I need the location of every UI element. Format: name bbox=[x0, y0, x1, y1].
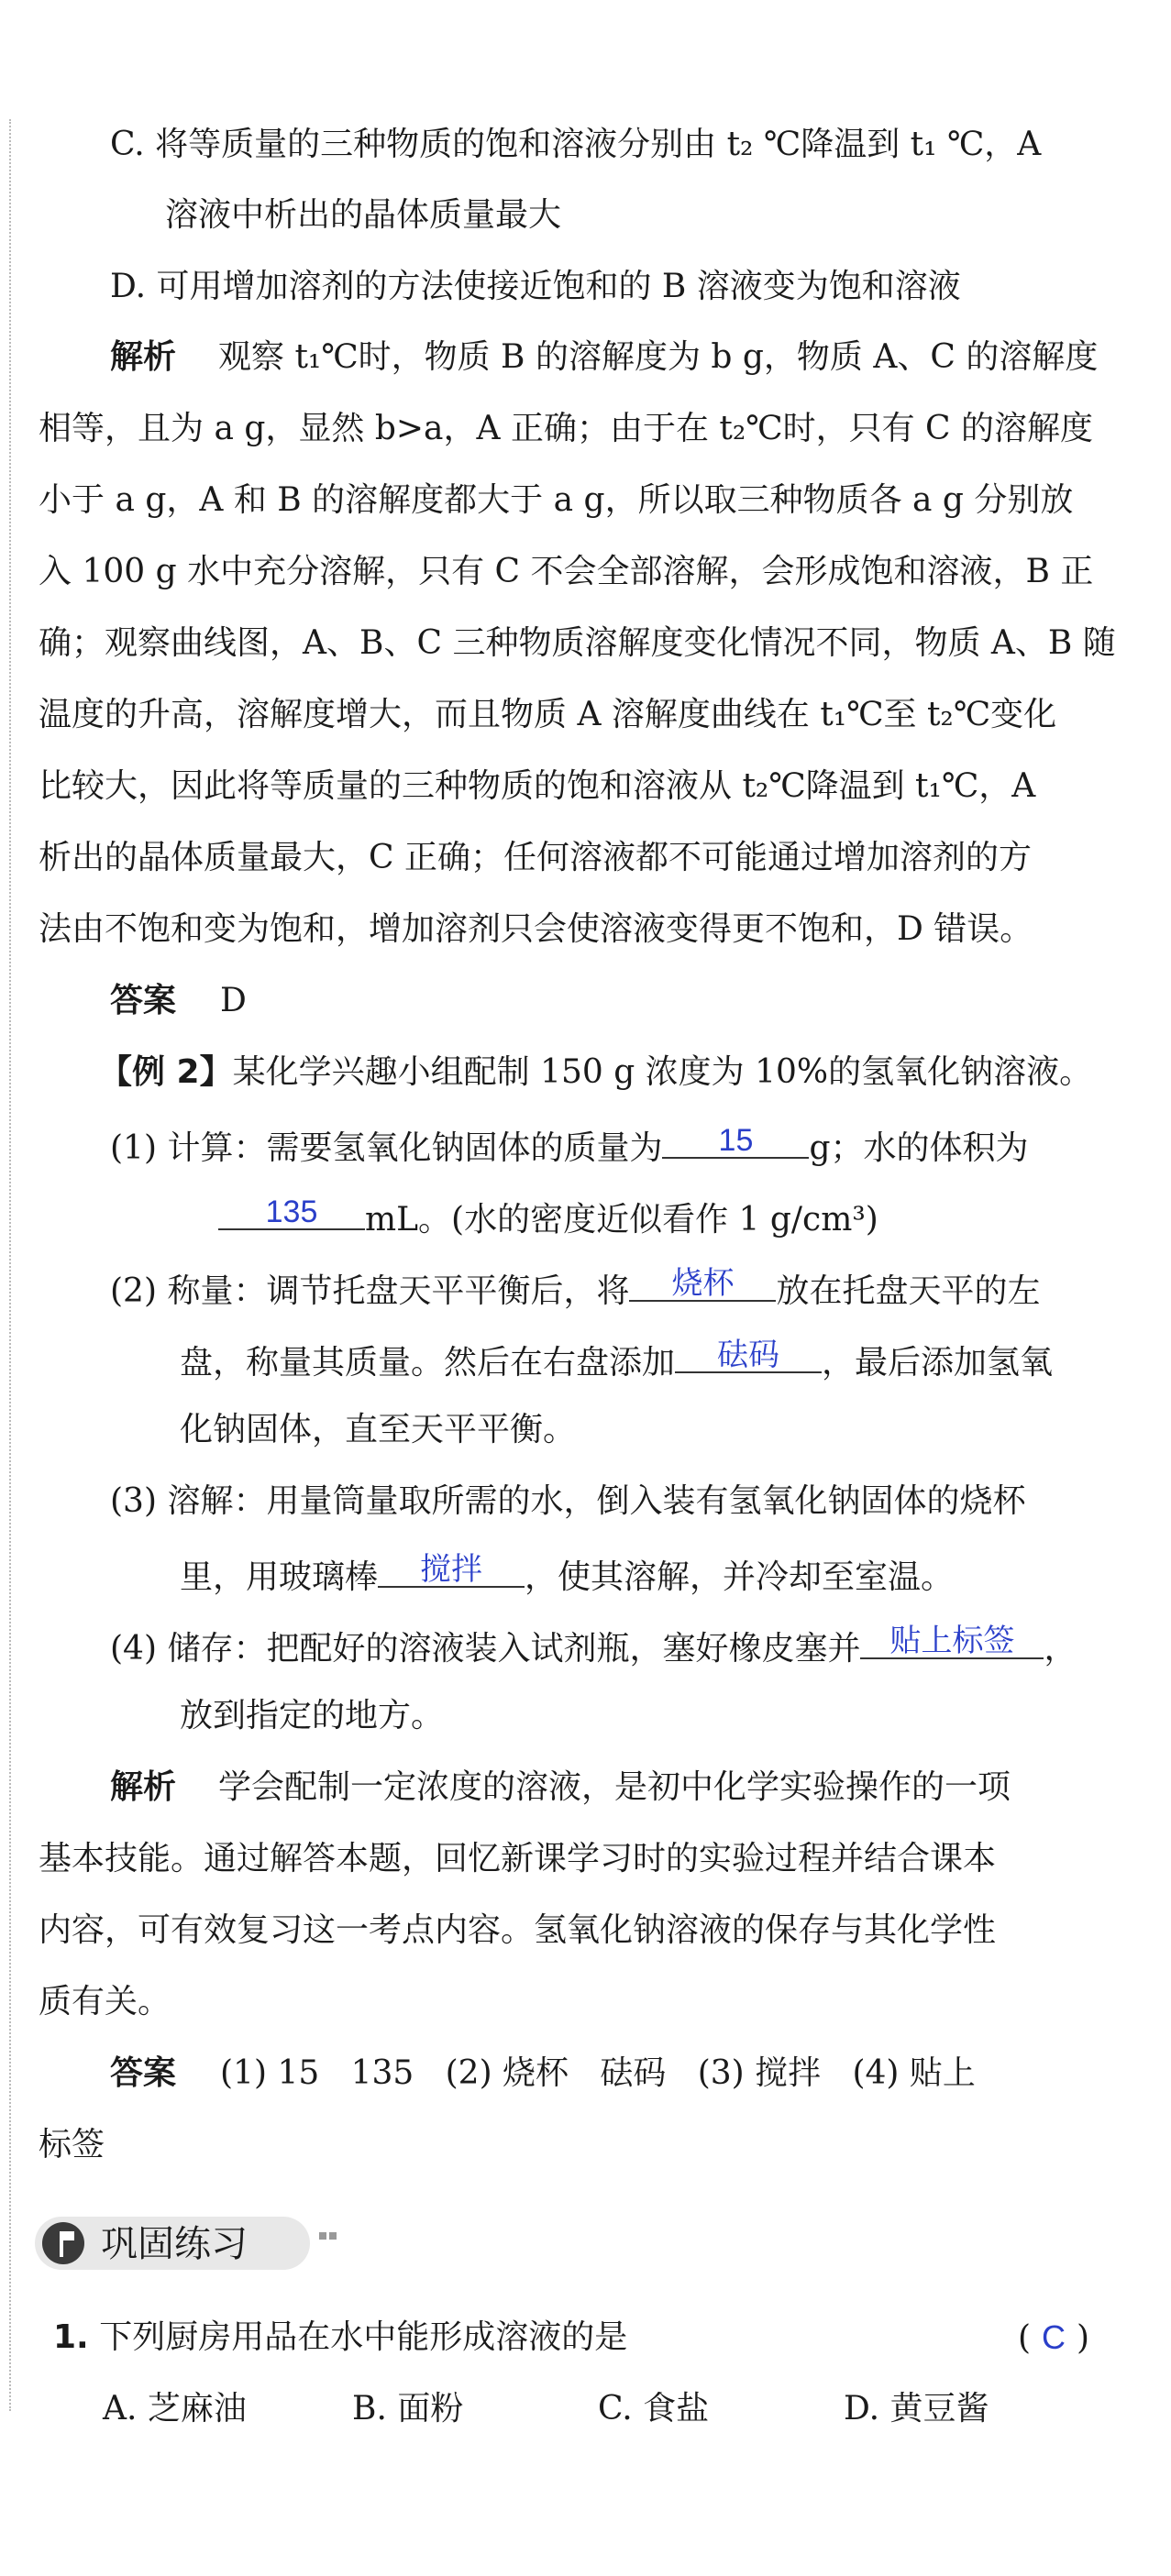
example2-q1-row1 bbox=[110, 1117, 1029, 1176]
q1-blank2[interactable] bbox=[218, 1188, 365, 1230]
analysis2-line: 基本技能。通过解答本题，回忆新课学习时的实验过程并结合课本 bbox=[39, 1840, 997, 1877]
q2-mid: 放在托盘天平的左 bbox=[776, 1272, 1041, 1310]
option-c: C. 食盐 bbox=[598, 2390, 710, 2427]
q4-answer: 贴上标签 bbox=[889, 1624, 1015, 1658]
decor-dots bbox=[319, 2226, 347, 2239]
q3-pre: 里，用玻璃棒 bbox=[180, 1558, 379, 1596]
practice-q1-num: 1. bbox=[53, 2318, 89, 2356]
option-d: D. 黄豆酱 bbox=[844, 2390, 989, 2427]
example2-stem: 某化学兴趣小组配制 150 g 浓度为 10%的氢氧化钠溶液。 bbox=[232, 1053, 1093, 1091]
option-c-line2: 溶液中析出的晶体质量最大 bbox=[165, 196, 562, 234]
answer2-label: 答案 bbox=[110, 2054, 177, 2092]
example2-q3-row1 bbox=[110, 1474, 1025, 1529]
option-d: D. 可用增加溶剂的方法使接近饱和的 B 溶液变为饱和溶液 bbox=[110, 268, 961, 305]
q4-pre: 储存：把配好的溶液装入试剂瓶，塞好橡皮塞并 bbox=[167, 1630, 861, 1668]
q1-answer1: 15 bbox=[718, 1123, 754, 1158]
q1-mid: g；水的体积为 bbox=[809, 1129, 1029, 1167]
analysis2-line: 学会配制一定浓度的溶液，是初中化学实验操作的一项 bbox=[218, 1768, 1011, 1806]
q3-answer: 搅拌 bbox=[420, 1552, 483, 1587]
q2-line2-pre: 盘，称量其质量。然后在右盘添加 bbox=[180, 1344, 676, 1382]
analysis2-line: 质有关。 bbox=[39, 1983, 171, 2020]
example2-q1-row2 bbox=[218, 1188, 878, 1248]
paren-open: ( bbox=[1018, 2319, 1032, 2357]
analysis1-line: 温度的升高，溶解度增大，而且物质 A 溶解度曲线在 t₁℃至 t₂℃变化 bbox=[39, 696, 1057, 733]
analysis1-line: 确；观察曲线图，A、B、C 三种物质溶解度变化情况不同，物质 A、B 随 bbox=[39, 624, 1116, 662]
example2-q2-row1 bbox=[110, 1260, 1040, 1319]
q3-line1: 溶解：用量筒量取所需的水，倒入装有氢氧化钠固体的烧杯 bbox=[167, 1482, 1026, 1520]
q2-line2-post: ，最后添加氢氧 bbox=[822, 1344, 1054, 1382]
analysis1-line: 相等，且为 a g，显然 b>a，A 正确；由于在 t₂℃时，只有 C 的溶解度 bbox=[39, 410, 1093, 447]
q2-answer1: 烧杯 bbox=[671, 1266, 735, 1301]
example2-stem-row bbox=[99, 1045, 1092, 1100]
paren-close: ) bbox=[1077, 2319, 1090, 2357]
q3-blank[interactable] bbox=[378, 1546, 525, 1588]
option-a: A. 芝麻油 bbox=[103, 2390, 247, 2427]
q2-pre: 称量：调节托盘天平平衡后，将 bbox=[167, 1272, 630, 1310]
example2-q4-row1 bbox=[110, 1617, 1077, 1677]
practice-q1-answer: C bbox=[1042, 2318, 1066, 2356]
analysis1-line: 入 100 g 水中充分溶解，只有 C 不会全部溶解，会形成饱和溶液，B 正 bbox=[39, 553, 1094, 590]
option-b: B. 面粉 bbox=[352, 2390, 464, 2427]
q1-post: mL。(水的密度近似看作 1 g/cm³) bbox=[365, 1201, 878, 1238]
practice-q1-stem: 下列厨房用品在水中能形成溶液的是 bbox=[99, 2318, 628, 2356]
analysis1-line: 法由不饱和变为饱和，增加溶剂只会使溶液变得更不饱和，D 错误。 bbox=[39, 910, 1033, 948]
analysis1-label: 解析 bbox=[110, 338, 177, 376]
analysis1-line: 观察 t₁℃时，物质 B 的溶解度为 b g，物质 A、C 的溶解度 bbox=[218, 338, 1099, 376]
example2-q3-row2 bbox=[180, 1546, 954, 1605]
answer2-value: (1) 15 135 (2) 烧杯 砝码 (3) 搅拌 (4) 贴上 bbox=[220, 2054, 976, 2092]
q4-num: (4) bbox=[110, 1630, 157, 1668]
q1-answer2: 135 bbox=[265, 1194, 318, 1229]
option-c-line1: C. 将等质量的三种物质的饱和溶液分别由 t₂ ℃降温到 t₁ ℃，A bbox=[110, 126, 1042, 163]
example2-q2-row2 bbox=[180, 1331, 1053, 1391]
q1-blank1[interactable] bbox=[662, 1117, 809, 1159]
q2-answer2: 砝码 bbox=[717, 1338, 780, 1372]
q4-blank[interactable] bbox=[860, 1617, 1044, 1659]
answer1-value: D bbox=[220, 982, 247, 1019]
flag-icon bbox=[42, 2222, 84, 2264]
analysis2-line: 内容，可有效复习这一考点内容。氢氧化钠溶液的保存与其化学性 bbox=[39, 1911, 997, 1949]
practice-q1-answer-box[interactable] bbox=[1018, 2310, 1089, 2366]
analysis1-line: 比较大，因此将等质量的三种物质的饱和溶液从 t₂℃降温到 t₁℃，A bbox=[39, 767, 1036, 805]
q1-num: (1) bbox=[110, 1129, 157, 1167]
margin-rule bbox=[9, 119, 11, 2411]
q1-pre: 计算：需要氢氧化钠固体的质量为 bbox=[167, 1129, 663, 1167]
analysis1-line: 小于 a g，A 和 B 的溶解度都大于 a g，所以取三种物质各 a g 分别放 bbox=[39, 481, 1074, 519]
q2-blank2[interactable] bbox=[675, 1331, 822, 1373]
section-header bbox=[35, 2209, 365, 2275]
q2-blank1[interactable] bbox=[629, 1260, 776, 1302]
example2-q4-row2: 放到指定的地方。 bbox=[180, 1697, 445, 1734]
example2-q2-row3: 化钠固体，直至天平平衡。 bbox=[180, 1411, 577, 1448]
analysis2-label: 解析 bbox=[110, 1768, 177, 1806]
example2-tag: 【例 2】 bbox=[99, 1053, 233, 1091]
answer1-label: 答案 bbox=[110, 982, 177, 1019]
analysis1-line: 析出的晶体质量最大，C 正确；任何溶液都不可能通过增加溶剂的方 bbox=[39, 839, 1032, 876]
q4-post: ， bbox=[1044, 1630, 1077, 1668]
q3-num: (3) bbox=[110, 1482, 157, 1520]
answer2-value-cont: 标签 bbox=[39, 2126, 105, 2163]
q3-post: ，使其溶解，并冷却至室温。 bbox=[525, 1558, 955, 1596]
q2-num: (2) bbox=[110, 1272, 157, 1310]
practice-q1 bbox=[53, 2310, 627, 2365]
section-title: 巩固练习 bbox=[101, 2223, 248, 2265]
